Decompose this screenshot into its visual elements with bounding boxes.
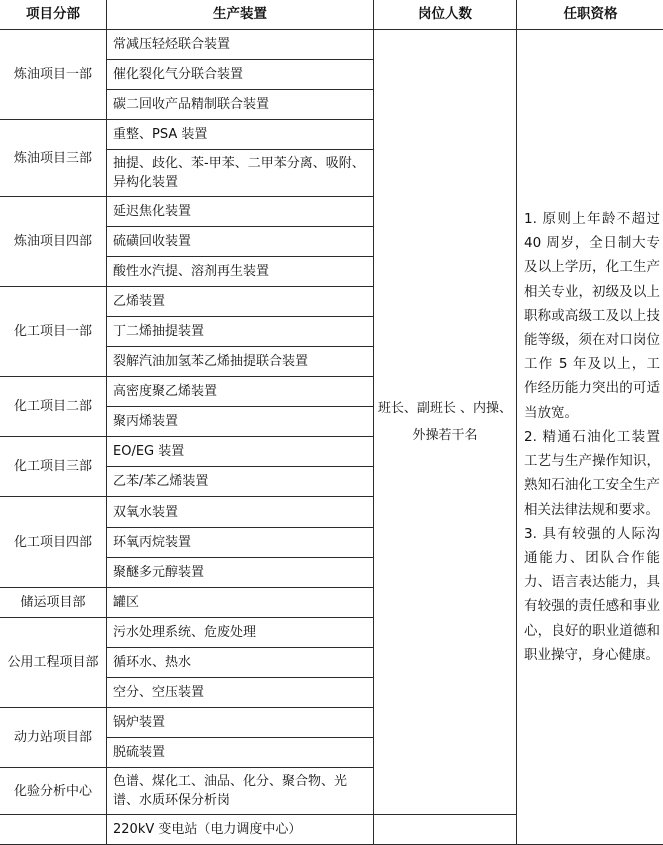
positions-cell: 班长、副班长 、内操、外操若干名 xyxy=(374,30,517,815)
header-positions: 岗位人数 xyxy=(374,0,517,30)
dept-cell xyxy=(0,815,107,845)
table-row xyxy=(0,30,663,60)
device-cell: 常减压轻烃联合装置 xyxy=(107,30,374,60)
dept-cell: 炼油项目四部 xyxy=(0,197,107,287)
dept-cell: 炼油项目一部 xyxy=(0,30,107,120)
device-cell: 色谱、煤化工、油品、化分、聚合物、光谱、水质环保分析岗 xyxy=(107,768,374,815)
dept-cell: 化工项目二部 xyxy=(0,377,107,437)
device-cell: 220kV 变电站（电力调度中心） xyxy=(107,815,374,845)
device-cell: 高密度聚乙烯装置 xyxy=(107,377,374,407)
header-qualifications: 任职资格 xyxy=(517,0,663,30)
device-cell: 空分、空压装置 xyxy=(107,678,374,708)
device-cell: 裂解汽油加氢苯乙烯抽提联合装置 xyxy=(107,347,374,377)
device-cell: 延迟焦化装置 xyxy=(107,197,374,227)
qualification-item: 2. 精通石油化工装置工艺与生产操作知识，熟知石油化工安全生产相关法律法规和要求。 xyxy=(524,428,660,518)
device-cell: 酸性水汽提、溶剂再生装置 xyxy=(107,257,374,287)
device-cell: 丁二烯抽提装置 xyxy=(107,317,374,347)
device-cell: 脱硫装置 xyxy=(107,738,374,768)
positions-cell-continued xyxy=(374,815,517,845)
qualifications-cell xyxy=(517,30,663,845)
device-cell: EO/EG 装置 xyxy=(107,437,374,467)
dept-cell: 化工项目一部 xyxy=(0,287,107,377)
dept-cell: 储运项目部 xyxy=(0,588,107,618)
device-cell: 聚丙烯装置 xyxy=(107,407,374,437)
device-cell: 双氧水装置 xyxy=(107,497,374,528)
dept-cell: 化工项目三部 xyxy=(0,437,107,497)
header-device: 生产装置 xyxy=(107,0,374,30)
device-cell: 硫磺回收装置 xyxy=(107,227,374,257)
qualification-item: 3. 具有较强的人际沟通能力、团队合作能力、语言表达能力，具有较强的责任感和事业心，良好的职业道德和职业操守，身心健康。 xyxy=(524,525,660,663)
dept-cell: 化验分析中心 xyxy=(0,768,107,815)
dept-cell: 化工项目四部 xyxy=(0,497,107,588)
dept-cell: 公用工程项目部 xyxy=(0,618,107,708)
device-cell: 环氧丙烷装置 xyxy=(107,528,374,558)
device-cell: 循环水、热水 xyxy=(107,648,374,678)
dept-cell: 炼油项目三部 xyxy=(0,120,107,197)
device-cell: 抽提、歧化、苯-甲苯、二甲苯分离、吸附、异构化装置 xyxy=(107,150,374,197)
device-cell: 催化裂化气分联合装置 xyxy=(107,60,374,90)
device-cell: 污水处理系统、危废处理 xyxy=(107,618,374,648)
device-cell: 碳二回收产品精制联合装置 xyxy=(107,90,374,120)
qualification-item: 1. 原则上年龄不超过 40 周岁，全日制大专及以上学历，化工生产相关专业，初级及以上职称或高级工及以上技能等级，须在对口岗位工作 5 年及以上，工作经历能力突出的可适当放宽。 xyxy=(524,211,660,421)
header-dept: 项目分部 xyxy=(0,0,107,30)
dept-cell: 动力站项目部 xyxy=(0,708,107,768)
table-body xyxy=(0,30,663,845)
device-cell: 聚醚多元醇装置 xyxy=(107,558,374,588)
device-cell: 乙烯装置 xyxy=(107,287,374,317)
device-cell: 乙苯/苯乙烯装置 xyxy=(107,467,374,497)
device-cell: 罐区 xyxy=(107,588,374,618)
header-row xyxy=(0,0,663,30)
device-cell: 锅炉装置 xyxy=(107,708,374,738)
device-cell: 重整、PSA 装置 xyxy=(107,120,374,150)
